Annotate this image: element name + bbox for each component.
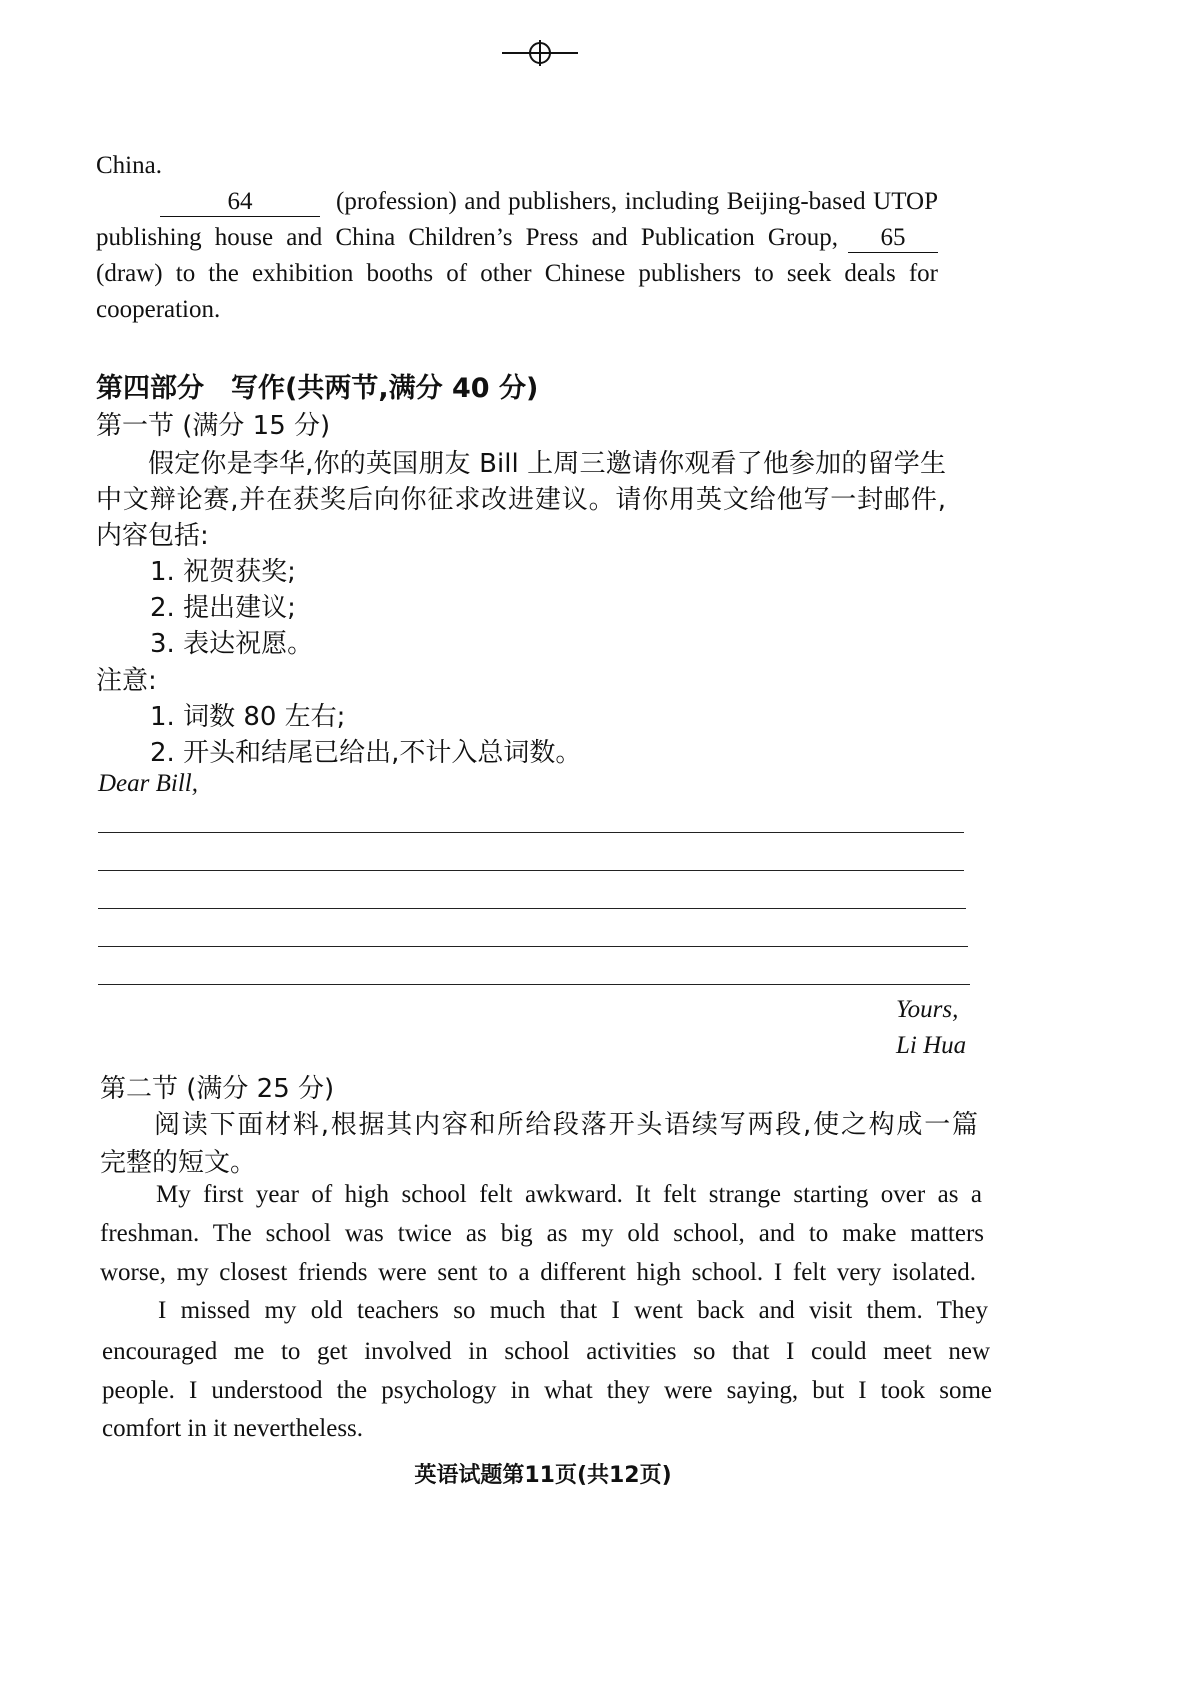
passage-line-3: worse, my closest friends were sent to a different high school. I felt very isolated. — [100, 1259, 976, 1286]
crosshair-registration-mark — [500, 38, 580, 68]
note-label: 注意: — [96, 666, 157, 696]
passage-line-2: freshman. The school was twice as big as my old school, and to make matters — [100, 1220, 984, 1247]
section1-prompt-line-1: 假定你是李华,你的英国朋友 Bill 上周三邀请你观看了他参加的留学生 — [148, 449, 946, 479]
passage-line-7: comfort in it nevertheless. — [102, 1415, 364, 1442]
section1-prompt-line-3: 内容包括: — [96, 521, 209, 551]
section1-item-1: 1. 祝贺获奖; — [150, 557, 296, 587]
blank-65[interactable]: 65 — [848, 224, 938, 253]
section2-instruction-line-1: 阅读下面材料,根据其内容和所给段落开头语续写两段,使之构成一篇 — [154, 1110, 978, 1140]
letter-closing: Yours, — [896, 996, 959, 1023]
part4-heading: 第四部分 写作(共两节,满分 40 分) — [96, 373, 539, 404]
writing-line-2[interactable] — [98, 870, 964, 871]
note-1: 1. 词数 80 左右; — [150, 702, 346, 732]
page-footer: 英语试题第11页(共12页) — [414, 1463, 672, 1488]
section1-item-2: 2. 提出建议; — [150, 593, 296, 623]
continuation-text-64: (profession) and publishers, including Beijing-based UTOP — [336, 188, 938, 215]
continuation-line-4: (draw) to the exhibition booths of other Chinese publishers to seek deals for — [96, 260, 938, 287]
continuation-line-1: China. — [96, 152, 162, 179]
blank-64[interactable]: 64 — [160, 188, 320, 217]
passage-line-1: My first year of high school felt awkward. It felt strange starting over as a — [156, 1181, 982, 1208]
section2-instruction-line-2: 完整的短文。 — [100, 1148, 257, 1178]
letter-signature: Li Hua — [896, 1032, 967, 1059]
section2-heading: 第二节 (满分 25 分) — [100, 1074, 335, 1104]
continuation-text-65: publishing house and China Children’s Press and Publication Group, — [96, 224, 838, 251]
writing-line-4[interactable] — [98, 946, 968, 947]
writing-line-5[interactable] — [98, 984, 970, 985]
writing-line-1[interactable] — [98, 832, 964, 833]
section1-item-3: 3. 表达祝愿。 — [150, 629, 314, 659]
section1-prompt-line-2: 中文辩论赛,并在获奖后向你征求改进建议。请你用英文给他写一封邮件, — [96, 485, 946, 515]
passage-line-5: encouraged me to get involved in school activities so that I could meet new — [102, 1338, 990, 1365]
passage-line-6: people. I understood the psychology in what they were saying, but I took some — [102, 1377, 992, 1404]
passage-line-4: I missed my old teachers so much that I went back and visit them. They — [158, 1297, 988, 1324]
continuation-line-3 — [96, 224, 938, 253]
section1-heading: 第一节 (满分 15 分) — [96, 411, 331, 441]
writing-line-3[interactable] — [98, 908, 966, 909]
letter-greeting: Dear Bill, — [98, 770, 198, 797]
continuation-line-5: cooperation. — [96, 296, 221, 323]
note-2: 2. 开头和结尾已给出,不计入总词数。 — [150, 738, 582, 768]
continuation-line-2 — [96, 188, 938, 217]
